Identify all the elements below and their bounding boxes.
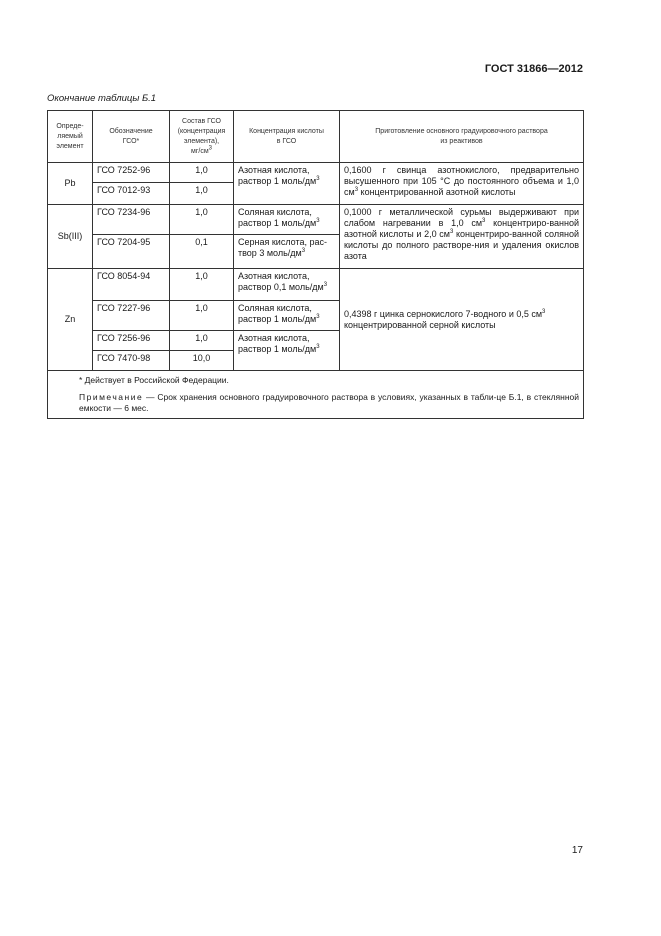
conc-cell: 1,0	[170, 163, 234, 183]
table-row	[48, 269, 584, 301]
conc-cell: 1,0	[170, 269, 234, 301]
table-row	[48, 205, 584, 235]
acid-cell: Серная кислота, рас-твор 3 моль/$дм^3$	[234, 235, 340, 269]
table-header-row	[48, 111, 584, 163]
acid-cell: Соляная кислота, раствор 1 моль/$дм^3$	[234, 205, 340, 235]
standard-header: ГОСТ 31866—2012	[484, 63, 583, 75]
table-row	[48, 163, 584, 183]
gso-cell: ГСО 7252-96	[93, 163, 170, 183]
conc-cell: 10,0	[170, 351, 234, 371]
page-number: 17	[571, 845, 583, 856]
conc-cell: 1,0	[170, 183, 234, 205]
table-caption: Окончание таблицы Б.1	[47, 93, 157, 104]
prep-cell: 0,4398 г цинка сернокислого 7-водного и 0,5 $см^3$ концентрированной серной кислоты	[340, 269, 584, 371]
gso-cell: ГСО 7012-93	[93, 183, 170, 205]
element-cell: Sb(III)	[48, 205, 93, 269]
gso-cell: ГСО 7470-98	[93, 351, 170, 371]
gso-cell: ГСО 7204-95	[93, 235, 170, 269]
gso-cell: ГСО 7234-96	[93, 205, 170, 235]
header-composition: Состав ГСО (концентрация элемента), $мг/см^3$	[170, 111, 234, 163]
conc-cell: 1,0	[170, 205, 234, 235]
header-acid: Концентрация кислоты в ГСО	[234, 111, 340, 163]
gso-cell: ГСО 7256-96	[93, 331, 170, 351]
acid-cell: Соляная кислота, раствор 1 моль/$дм^3$	[234, 301, 340, 331]
header-designation: Обозначение ГСО*	[93, 111, 170, 163]
note: Примечание — Срок хранения основного градуировочного раствора в условиях, указанных в табли-це Б.1, в стеклянной емкости — 6 мес.	[79, 392, 579, 413]
acid-cell: Азотная кислота, раствор 1 моль/$дм^3$	[234, 331, 340, 371]
table-footer-row	[48, 371, 584, 419]
reference-materials-table	[47, 110, 584, 419]
element-cell: Zn	[48, 269, 93, 371]
gso-cell: ГСО 7227-96	[93, 301, 170, 331]
acid-cell: Азотная кислота, раствор 0,1 моль/$дм^3$	[234, 269, 340, 301]
prep-cell: 0,1000 г металлической сурьмы выдерживают при слабом нагревании в 1,0 $см^3$ концентриро-ванной азотной кислоты и 2,0 $см^3$ концентриро-ванной соляной кислоты до полного растворе-ния и удаления окислов азота	[340, 205, 584, 269]
conc-cell: 1,0	[170, 331, 234, 351]
conc-cell: 1,0	[170, 301, 234, 331]
element-cell: Pb	[48, 163, 93, 205]
gso-cell: ГСО 8054-94	[93, 269, 170, 301]
prep-cell: 0,1600 г свинца азотнокислого, предварительно высушенного при 105 °С до постоянного объема и 1,0 $см^3$ концентрированной азотной кислоты	[340, 163, 584, 205]
footnote: * Действует в Российской Федерации.	[79, 375, 229, 385]
header-element: Опреде- ляемый элемент	[48, 111, 93, 163]
table-footer	[48, 371, 584, 419]
conc-cell: 0,1	[170, 235, 234, 269]
acid-cell: Азотная кислота, раствор 1 моль/$дм^3$	[234, 163, 340, 205]
header-preparation: Приготовление основного градуировочного раствора из реактивов	[340, 111, 584, 163]
